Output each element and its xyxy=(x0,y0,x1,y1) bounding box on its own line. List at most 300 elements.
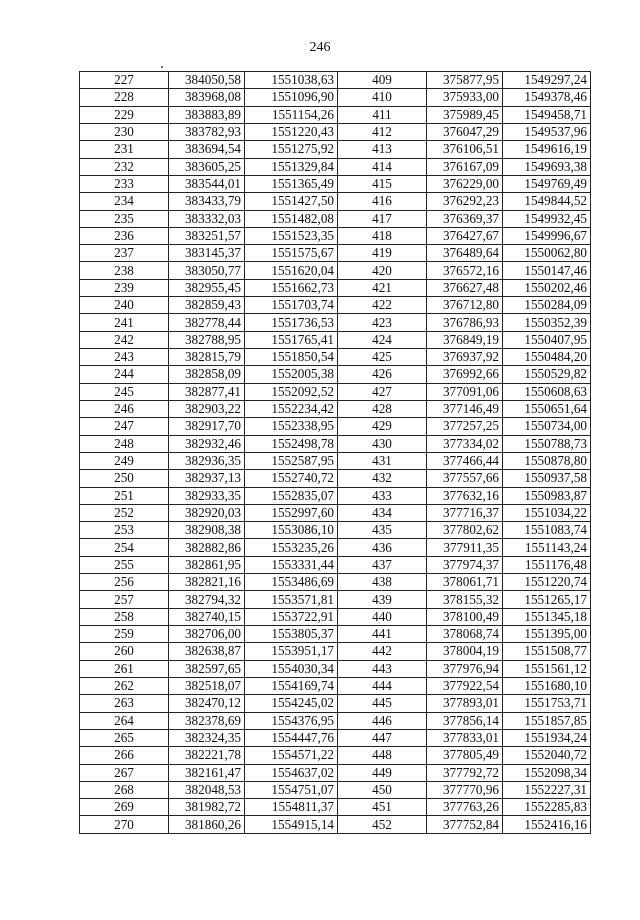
left-y-coordinate-cell: 1551662,73 xyxy=(245,279,338,296)
left-point-number-cell: 265 xyxy=(80,729,169,746)
right-point-number-cell: 409 xyxy=(338,72,427,89)
right-x-coordinate-cell: 377974,37 xyxy=(427,556,503,573)
right-point-number-cell: 449 xyxy=(338,764,427,781)
right-y-coordinate-cell: 1550937,58 xyxy=(503,470,591,487)
left-point-number-cell: 241 xyxy=(80,314,169,331)
right-point-number-cell: 415 xyxy=(338,175,427,192)
table-row xyxy=(80,123,591,140)
left-point-number-cell: 264 xyxy=(80,712,169,729)
right-x-coordinate-cell: 376229,00 xyxy=(427,175,503,192)
right-x-coordinate-cell: 377976,94 xyxy=(427,660,503,677)
left-point-number-cell: 249 xyxy=(80,452,169,469)
right-x-coordinate-cell: 377856,14 xyxy=(427,712,503,729)
table-row xyxy=(80,158,591,175)
left-y-coordinate-cell: 1553805,37 xyxy=(245,626,338,643)
right-x-coordinate-cell: 377334,02 xyxy=(427,435,503,452)
right-x-coordinate-cell: 376992,66 xyxy=(427,366,503,383)
left-y-coordinate-cell: 1553331,44 xyxy=(245,556,338,573)
right-point-number-cell: 452 xyxy=(338,816,427,833)
left-point-number-cell: 238 xyxy=(80,262,169,279)
left-y-coordinate-cell: 1552835,07 xyxy=(245,487,338,504)
right-point-number-cell: 445 xyxy=(338,695,427,712)
right-y-coordinate-cell: 1550651,64 xyxy=(503,400,591,417)
left-x-coordinate-cell: 382882,86 xyxy=(169,539,245,556)
table-row xyxy=(80,608,591,625)
left-point-number-cell: 230 xyxy=(80,123,169,140)
left-y-coordinate-cell: 1551736,53 xyxy=(245,314,338,331)
table-row xyxy=(80,418,591,435)
left-point-number-cell: 252 xyxy=(80,504,169,521)
right-y-coordinate-cell: 1549844,52 xyxy=(503,193,591,210)
right-y-coordinate-cell: 1549616,19 xyxy=(503,141,591,158)
right-x-coordinate-cell: 377752,84 xyxy=(427,816,503,833)
left-y-coordinate-cell: 1554376,95 xyxy=(245,712,338,729)
right-y-coordinate-cell: 1551265,17 xyxy=(503,591,591,608)
left-x-coordinate-cell: 382955,45 xyxy=(169,279,245,296)
table-row xyxy=(80,574,591,591)
left-point-number-cell: 255 xyxy=(80,556,169,573)
left-point-number-cell: 237 xyxy=(80,245,169,262)
right-x-coordinate-cell: 375989,45 xyxy=(427,106,503,123)
left-x-coordinate-cell: 382638,87 xyxy=(169,643,245,660)
right-point-number-cell: 431 xyxy=(338,452,427,469)
left-y-coordinate-cell: 1553571,81 xyxy=(245,591,338,608)
left-point-number-cell: 231 xyxy=(80,141,169,158)
table-row xyxy=(80,72,591,89)
right-y-coordinate-cell: 1551345,18 xyxy=(503,608,591,625)
left-y-coordinate-cell: 1551575,67 xyxy=(245,245,338,262)
right-point-number-cell: 443 xyxy=(338,660,427,677)
right-x-coordinate-cell: 377805,49 xyxy=(427,747,503,764)
right-point-number-cell: 438 xyxy=(338,574,427,591)
left-y-coordinate-cell: 1551427,50 xyxy=(245,193,338,210)
right-x-coordinate-cell: 377802,62 xyxy=(427,522,503,539)
left-point-number-cell: 248 xyxy=(80,435,169,452)
right-x-coordinate-cell: 377257,25 xyxy=(427,418,503,435)
left-point-number-cell: 244 xyxy=(80,366,169,383)
table-row xyxy=(80,452,591,469)
left-y-coordinate-cell: 1554637,02 xyxy=(245,764,338,781)
right-point-number-cell: 441 xyxy=(338,626,427,643)
left-x-coordinate-cell: 382378,69 xyxy=(169,712,245,729)
left-x-coordinate-cell: 381860,26 xyxy=(169,816,245,833)
right-y-coordinate-cell: 1551857,85 xyxy=(503,712,591,729)
left-y-coordinate-cell: 1551220,43 xyxy=(245,123,338,140)
right-x-coordinate-cell: 376849,19 xyxy=(427,331,503,348)
right-x-coordinate-cell: 376937,92 xyxy=(427,349,503,366)
right-point-number-cell: 425 xyxy=(338,349,427,366)
right-x-coordinate-cell: 375877,95 xyxy=(427,72,503,89)
left-y-coordinate-cell: 1551365,49 xyxy=(245,175,338,192)
left-point-number-cell: 229 xyxy=(80,106,169,123)
left-y-coordinate-cell: 1553486,69 xyxy=(245,574,338,591)
right-point-number-cell: 411 xyxy=(338,106,427,123)
right-y-coordinate-cell: 1550734,00 xyxy=(503,418,591,435)
table-row xyxy=(80,539,591,556)
left-x-coordinate-cell: 383782,93 xyxy=(169,123,245,140)
right-point-number-cell: 418 xyxy=(338,227,427,244)
left-y-coordinate-cell: 1553722,91 xyxy=(245,608,338,625)
right-x-coordinate-cell: 375933,00 xyxy=(427,89,503,106)
right-y-coordinate-cell: 1549693,38 xyxy=(503,158,591,175)
left-point-number-cell: 232 xyxy=(80,158,169,175)
left-x-coordinate-cell: 383968,08 xyxy=(169,89,245,106)
table-row xyxy=(80,297,591,314)
left-y-coordinate-cell: 1552092,52 xyxy=(245,383,338,400)
left-point-number-cell: 263 xyxy=(80,695,169,712)
table-row xyxy=(80,470,591,487)
right-y-coordinate-cell: 1551176,48 xyxy=(503,556,591,573)
right-x-coordinate-cell: 377792,72 xyxy=(427,764,503,781)
table-row xyxy=(80,712,591,729)
left-y-coordinate-cell: 1554571,22 xyxy=(245,747,338,764)
right-x-coordinate-cell: 377911,35 xyxy=(427,539,503,556)
right-point-number-cell: 414 xyxy=(338,158,427,175)
left-point-number-cell: 256 xyxy=(80,574,169,591)
left-y-coordinate-cell: 1551275,92 xyxy=(245,141,338,158)
left-x-coordinate-cell: 382048,53 xyxy=(169,781,245,798)
left-x-coordinate-cell: 382221,78 xyxy=(169,747,245,764)
right-y-coordinate-cell: 1551508,77 xyxy=(503,643,591,660)
right-y-coordinate-cell: 1551220,74 xyxy=(503,574,591,591)
left-point-number-cell: 234 xyxy=(80,193,169,210)
left-y-coordinate-cell: 1554811,37 xyxy=(245,799,338,816)
left-x-coordinate-cell: 383883,89 xyxy=(169,106,245,123)
table-row xyxy=(80,175,591,192)
left-y-coordinate-cell: 1551620,04 xyxy=(245,262,338,279)
left-point-number-cell: 233 xyxy=(80,175,169,192)
left-x-coordinate-cell: 382815,79 xyxy=(169,349,245,366)
right-y-coordinate-cell: 1550608,63 xyxy=(503,383,591,400)
left-y-coordinate-cell: 1554169,74 xyxy=(245,677,338,694)
table-row xyxy=(80,487,591,504)
right-point-number-cell: 433 xyxy=(338,487,427,504)
left-y-coordinate-cell: 1552740,72 xyxy=(245,470,338,487)
right-point-number-cell: 427 xyxy=(338,383,427,400)
right-y-coordinate-cell: 1552416,16 xyxy=(503,816,591,833)
left-point-number-cell: 235 xyxy=(80,210,169,227)
left-y-coordinate-cell: 1551482,08 xyxy=(245,210,338,227)
right-x-coordinate-cell: 377770,96 xyxy=(427,781,503,798)
right-y-coordinate-cell: 1549297,24 xyxy=(503,72,591,89)
table-row xyxy=(80,695,591,712)
right-point-number-cell: 429 xyxy=(338,418,427,435)
right-point-number-cell: 439 xyxy=(338,591,427,608)
left-x-coordinate-cell: 383251,57 xyxy=(169,227,245,244)
right-point-number-cell: 424 xyxy=(338,331,427,348)
left-y-coordinate-cell: 1552234,42 xyxy=(245,400,338,417)
right-y-coordinate-cell: 1551753,71 xyxy=(503,695,591,712)
left-point-number-cell: 259 xyxy=(80,626,169,643)
left-x-coordinate-cell: 382936,35 xyxy=(169,452,245,469)
right-x-coordinate-cell: 377833,01 xyxy=(427,729,503,746)
right-y-coordinate-cell: 1551083,74 xyxy=(503,522,591,539)
table-row xyxy=(80,799,591,816)
right-y-coordinate-cell: 1550202,46 xyxy=(503,279,591,296)
right-x-coordinate-cell: 377146,49 xyxy=(427,400,503,417)
table-row xyxy=(80,504,591,521)
left-x-coordinate-cell: 382706,00 xyxy=(169,626,245,643)
left-y-coordinate-cell: 1552587,95 xyxy=(245,452,338,469)
right-x-coordinate-cell: 377557,66 xyxy=(427,470,503,487)
right-point-number-cell: 447 xyxy=(338,729,427,746)
left-y-coordinate-cell: 1553951,17 xyxy=(245,643,338,660)
right-point-number-cell: 421 xyxy=(338,279,427,296)
right-point-number-cell: 410 xyxy=(338,89,427,106)
right-y-coordinate-cell: 1551934,24 xyxy=(503,729,591,746)
table-row xyxy=(80,314,591,331)
right-x-coordinate-cell: 376047,29 xyxy=(427,123,503,140)
left-y-coordinate-cell: 1554751,07 xyxy=(245,781,338,798)
left-y-coordinate-cell: 1551765,41 xyxy=(245,331,338,348)
table-row xyxy=(80,141,591,158)
right-y-coordinate-cell: 1551680,10 xyxy=(503,677,591,694)
table-row xyxy=(80,435,591,452)
right-point-number-cell: 428 xyxy=(338,400,427,417)
right-y-coordinate-cell: 1552285,83 xyxy=(503,799,591,816)
right-y-coordinate-cell: 1549378,46 xyxy=(503,89,591,106)
right-x-coordinate-cell: 378068,74 xyxy=(427,626,503,643)
right-y-coordinate-cell: 1550407,95 xyxy=(503,331,591,348)
table-row xyxy=(80,591,591,608)
right-point-number-cell: 436 xyxy=(338,539,427,556)
table-row xyxy=(80,677,591,694)
left-point-number-cell: 243 xyxy=(80,349,169,366)
table-row xyxy=(80,643,591,660)
left-x-coordinate-cell: 383332,03 xyxy=(169,210,245,227)
right-x-coordinate-cell: 377091,06 xyxy=(427,383,503,400)
right-point-number-cell: 450 xyxy=(338,781,427,798)
right-point-number-cell: 432 xyxy=(338,470,427,487)
left-y-coordinate-cell: 1554030,34 xyxy=(245,660,338,677)
right-y-coordinate-cell: 1552098,34 xyxy=(503,764,591,781)
left-x-coordinate-cell: 382778,44 xyxy=(169,314,245,331)
right-point-number-cell: 430 xyxy=(338,435,427,452)
left-x-coordinate-cell: 382861,95 xyxy=(169,556,245,573)
table-row xyxy=(80,383,591,400)
table-row xyxy=(80,660,591,677)
right-point-number-cell: 442 xyxy=(338,643,427,660)
left-point-number-cell: 254 xyxy=(80,539,169,556)
left-y-coordinate-cell: 1551703,74 xyxy=(245,297,338,314)
left-y-coordinate-cell: 1552338,95 xyxy=(245,418,338,435)
right-point-number-cell: 416 xyxy=(338,193,427,210)
coordinates-table xyxy=(79,71,591,834)
left-y-coordinate-cell: 1551096,90 xyxy=(245,89,338,106)
left-y-coordinate-cell: 1552498,78 xyxy=(245,435,338,452)
right-point-number-cell: 446 xyxy=(338,712,427,729)
left-y-coordinate-cell: 1553235,26 xyxy=(245,539,338,556)
coordinates-table-body xyxy=(80,72,591,834)
left-x-coordinate-cell: 382740,15 xyxy=(169,608,245,625)
left-x-coordinate-cell: 382161,47 xyxy=(169,764,245,781)
left-y-coordinate-cell: 1552997,60 xyxy=(245,504,338,521)
right-x-coordinate-cell: 376627,48 xyxy=(427,279,503,296)
left-y-coordinate-cell: 1553086,10 xyxy=(245,522,338,539)
left-y-coordinate-cell: 1551329,84 xyxy=(245,158,338,175)
right-y-coordinate-cell: 1550062,80 xyxy=(503,245,591,262)
table-row xyxy=(80,522,591,539)
right-point-number-cell: 423 xyxy=(338,314,427,331)
right-y-coordinate-cell: 1550352,39 xyxy=(503,314,591,331)
right-y-coordinate-cell: 1550484,20 xyxy=(503,349,591,366)
left-point-number-cell: 262 xyxy=(80,677,169,694)
right-y-coordinate-cell: 1550983,87 xyxy=(503,487,591,504)
left-point-number-cell: 250 xyxy=(80,470,169,487)
right-y-coordinate-cell: 1552227,31 xyxy=(503,781,591,798)
left-point-number-cell: 245 xyxy=(80,383,169,400)
left-y-coordinate-cell: 1554447,76 xyxy=(245,729,338,746)
right-y-coordinate-cell: 1550788,73 xyxy=(503,435,591,452)
table-row xyxy=(80,245,591,262)
table-row xyxy=(80,626,591,643)
left-x-coordinate-cell: 382920,03 xyxy=(169,504,245,521)
right-x-coordinate-cell: 378100,49 xyxy=(427,608,503,625)
left-x-coordinate-cell: 381982,72 xyxy=(169,799,245,816)
left-point-number-cell: 227 xyxy=(80,72,169,89)
left-x-coordinate-cell: 382933,35 xyxy=(169,487,245,504)
right-point-number-cell: 448 xyxy=(338,747,427,764)
left-x-coordinate-cell: 382858,09 xyxy=(169,366,245,383)
right-y-coordinate-cell: 1552040,72 xyxy=(503,747,591,764)
left-y-coordinate-cell: 1551038,63 xyxy=(245,72,338,89)
left-point-number-cell: 251 xyxy=(80,487,169,504)
right-x-coordinate-cell: 378004,19 xyxy=(427,643,503,660)
left-point-number-cell: 258 xyxy=(80,608,169,625)
right-y-coordinate-cell: 1550878,80 xyxy=(503,452,591,469)
left-x-coordinate-cell: 382470,12 xyxy=(169,695,245,712)
right-point-number-cell: 440 xyxy=(338,608,427,625)
table-row xyxy=(80,106,591,123)
left-x-coordinate-cell: 383050,77 xyxy=(169,262,245,279)
right-x-coordinate-cell: 378061,71 xyxy=(427,574,503,591)
right-x-coordinate-cell: 376786,93 xyxy=(427,314,503,331)
table-row xyxy=(80,764,591,781)
left-x-coordinate-cell: 382877,41 xyxy=(169,383,245,400)
left-point-number-cell: 247 xyxy=(80,418,169,435)
table-row xyxy=(80,193,591,210)
left-point-number-cell: 246 xyxy=(80,400,169,417)
left-point-number-cell: 240 xyxy=(80,297,169,314)
right-x-coordinate-cell: 376167,09 xyxy=(427,158,503,175)
right-y-coordinate-cell: 1550529,82 xyxy=(503,366,591,383)
right-point-number-cell: 419 xyxy=(338,245,427,262)
scan-speck xyxy=(161,66,163,68)
right-point-number-cell: 420 xyxy=(338,262,427,279)
table-row xyxy=(80,262,591,279)
right-x-coordinate-cell: 376292,23 xyxy=(427,193,503,210)
left-point-number-cell: 228 xyxy=(80,89,169,106)
table-row xyxy=(80,781,591,798)
table-row xyxy=(80,349,591,366)
left-x-coordinate-cell: 383605,25 xyxy=(169,158,245,175)
left-x-coordinate-cell: 382937,13 xyxy=(169,470,245,487)
right-y-coordinate-cell: 1549932,45 xyxy=(503,210,591,227)
left-x-coordinate-cell: 382821,16 xyxy=(169,574,245,591)
left-y-coordinate-cell: 1551154,26 xyxy=(245,106,338,123)
left-x-coordinate-cell: 383694,54 xyxy=(169,141,245,158)
left-point-number-cell: 236 xyxy=(80,227,169,244)
table-row xyxy=(80,400,591,417)
left-x-coordinate-cell: 382917,70 xyxy=(169,418,245,435)
left-x-coordinate-cell: 382932,46 xyxy=(169,435,245,452)
left-point-number-cell: 270 xyxy=(80,816,169,833)
right-point-number-cell: 444 xyxy=(338,677,427,694)
right-point-number-cell: 437 xyxy=(338,556,427,573)
left-y-coordinate-cell: 1551850,54 xyxy=(245,349,338,366)
page-number: 246 xyxy=(309,40,331,55)
table-row xyxy=(80,331,591,348)
table-row xyxy=(80,279,591,296)
right-point-number-cell: 451 xyxy=(338,799,427,816)
table-row xyxy=(80,729,591,746)
right-y-coordinate-cell: 1549996,67 xyxy=(503,227,591,244)
right-point-number-cell: 422 xyxy=(338,297,427,314)
right-x-coordinate-cell: 376369,37 xyxy=(427,210,503,227)
right-x-coordinate-cell: 377716,37 xyxy=(427,504,503,521)
right-point-number-cell: 412 xyxy=(338,123,427,140)
right-x-coordinate-cell: 376712,80 xyxy=(427,297,503,314)
table-row xyxy=(80,366,591,383)
left-x-coordinate-cell: 382794,32 xyxy=(169,591,245,608)
left-point-number-cell: 253 xyxy=(80,522,169,539)
left-point-number-cell: 268 xyxy=(80,781,169,798)
left-point-number-cell: 269 xyxy=(80,799,169,816)
right-point-number-cell: 426 xyxy=(338,366,427,383)
left-x-coordinate-cell: 382788,95 xyxy=(169,331,245,348)
right-y-coordinate-cell: 1549458,71 xyxy=(503,106,591,123)
right-y-coordinate-cell: 1549769,49 xyxy=(503,175,591,192)
right-y-coordinate-cell: 1550147,46 xyxy=(503,262,591,279)
right-x-coordinate-cell: 376489,64 xyxy=(427,245,503,262)
left-x-coordinate-cell: 382518,07 xyxy=(169,677,245,694)
left-x-coordinate-cell: 383544,01 xyxy=(169,175,245,192)
right-x-coordinate-cell: 378155,32 xyxy=(427,591,503,608)
right-x-coordinate-cell: 377893,01 xyxy=(427,695,503,712)
right-y-coordinate-cell: 1551395,00 xyxy=(503,626,591,643)
left-point-number-cell: 267 xyxy=(80,764,169,781)
right-y-coordinate-cell: 1551143,24 xyxy=(503,539,591,556)
table-row xyxy=(80,747,591,764)
right-point-number-cell: 417 xyxy=(338,210,427,227)
left-x-coordinate-cell: 384050,58 xyxy=(169,72,245,89)
left-x-coordinate-cell: 382859,43 xyxy=(169,297,245,314)
right-y-coordinate-cell: 1549537,96 xyxy=(503,123,591,140)
right-y-coordinate-cell: 1550284,09 xyxy=(503,297,591,314)
left-point-number-cell: 261 xyxy=(80,660,169,677)
left-y-coordinate-cell: 1554245,02 xyxy=(245,695,338,712)
left-point-number-cell: 257 xyxy=(80,591,169,608)
right-x-coordinate-cell: 376427,67 xyxy=(427,227,503,244)
left-y-coordinate-cell: 1551523,35 xyxy=(245,227,338,244)
left-x-coordinate-cell: 382324,35 xyxy=(169,729,245,746)
left-point-number-cell: 260 xyxy=(80,643,169,660)
left-point-number-cell: 242 xyxy=(80,331,169,348)
left-x-coordinate-cell: 382903,22 xyxy=(169,400,245,417)
left-y-coordinate-cell: 1552005,38 xyxy=(245,366,338,383)
right-x-coordinate-cell: 376106,51 xyxy=(427,141,503,158)
left-point-number-cell: 266 xyxy=(80,747,169,764)
right-x-coordinate-cell: 377632,16 xyxy=(427,487,503,504)
right-x-coordinate-cell: 377763,26 xyxy=(427,799,503,816)
right-y-coordinate-cell: 1551561,12 xyxy=(503,660,591,677)
right-x-coordinate-cell: 376572,16 xyxy=(427,262,503,279)
right-point-number-cell: 434 xyxy=(338,504,427,521)
table-row xyxy=(80,556,591,573)
right-x-coordinate-cell: 377466,44 xyxy=(427,452,503,469)
left-y-coordinate-cell: 1554915,14 xyxy=(245,816,338,833)
left-point-number-cell: 239 xyxy=(80,279,169,296)
